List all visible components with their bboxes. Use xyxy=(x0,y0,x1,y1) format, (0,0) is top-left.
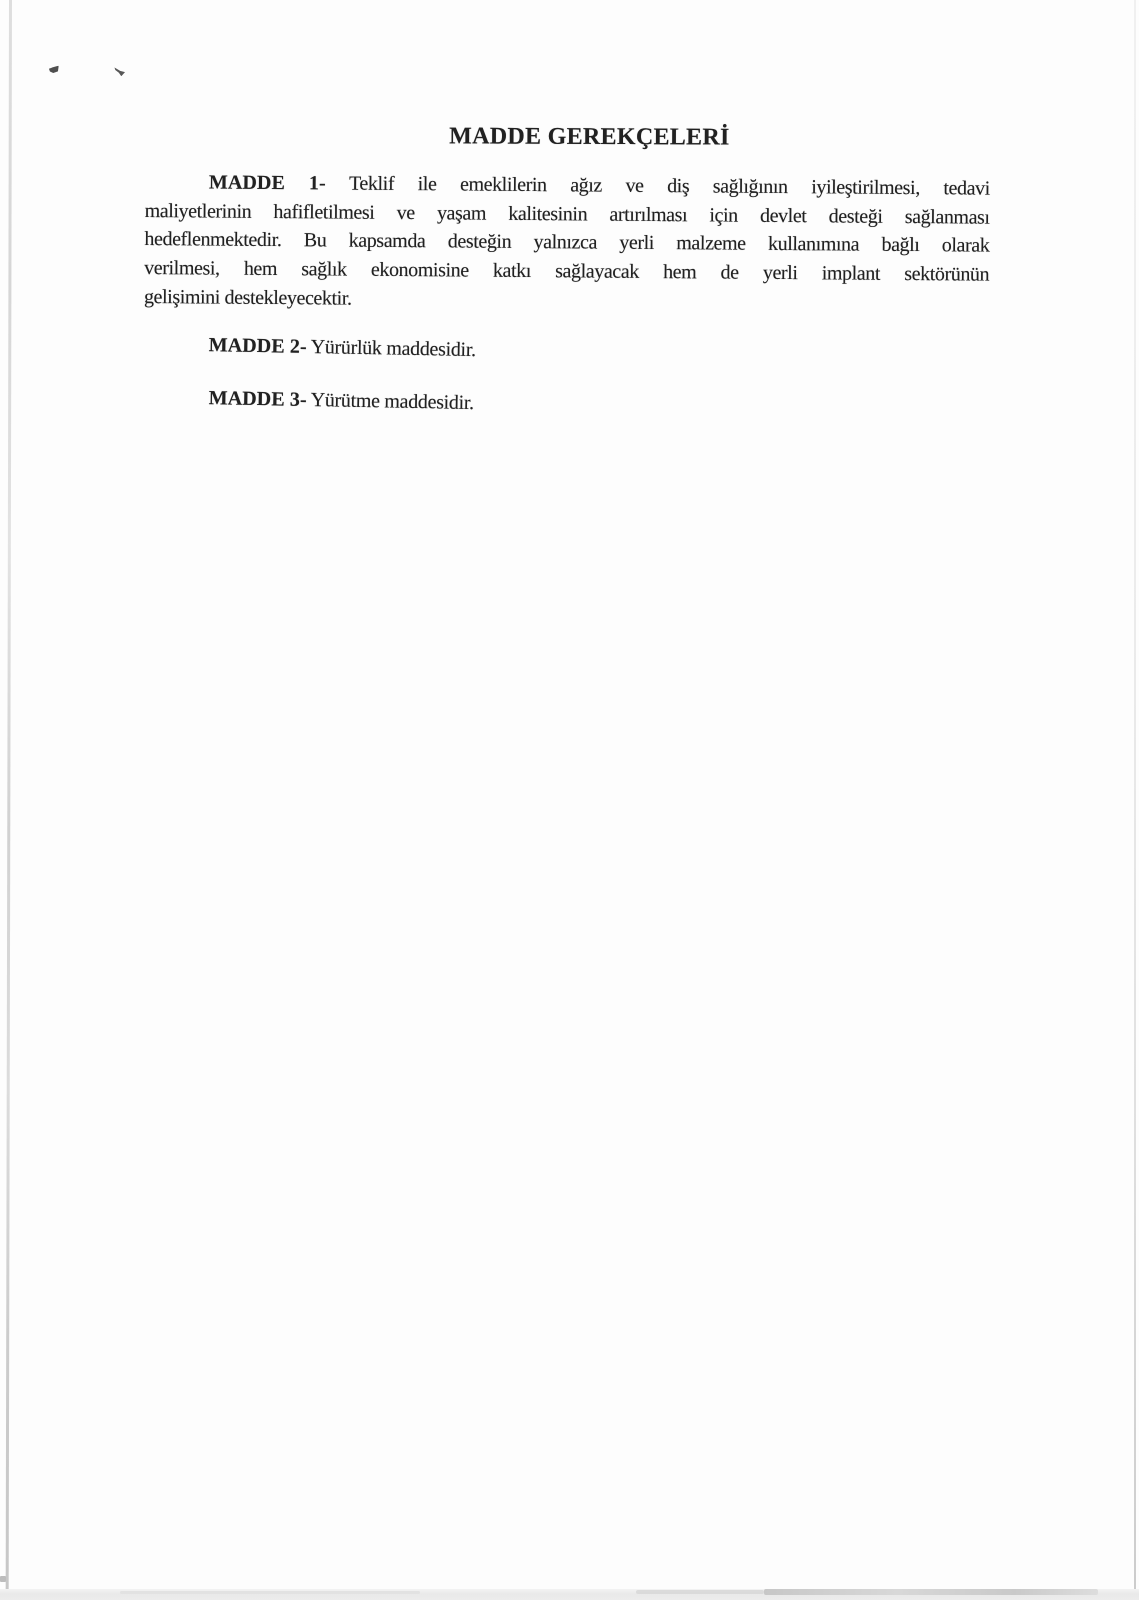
article-1-paragraph xyxy=(144,168,990,318)
scan-left-edge-line xyxy=(6,0,12,1600)
article-3-text: Yürütme maddesidir. xyxy=(310,389,475,415)
scan-right-edge-line xyxy=(1134,0,1136,1600)
ink-speck xyxy=(114,67,126,76)
article-1-line: gelişimini destekleyecektir. xyxy=(143,285,352,310)
article-1-label: MADDE 1- xyxy=(208,171,326,195)
article-2-label: MADDE 2- xyxy=(208,334,307,358)
scan-corner-mark xyxy=(0,1576,6,1582)
scan-bottom-streak xyxy=(764,1589,1098,1595)
article-3-line xyxy=(144,383,474,418)
article-2-text: Yürürlük maddesidir. xyxy=(310,336,476,362)
article-1-line: verilmesi, hem sağlık ekonomisine katkı sağlayacak hem de yerli implant sektörünün xyxy=(144,257,990,286)
article-1-line: hedeflenmektedir. Bu kapsamda desteğin yalnızca yerli malzeme kullanımına bağlı olarak xyxy=(144,228,990,258)
article-3-label: MADDE 3- xyxy=(208,387,307,411)
ink-speck xyxy=(49,66,59,74)
article-2-line xyxy=(144,330,476,365)
scan-bottom-streak xyxy=(636,1590,764,1594)
document-title: MADDE GEREKÇELERİ xyxy=(449,123,730,151)
article-1-line-text: Teklif ile emeklilerin ağız ve diş sağlığının iyileştirilmesi, tedavi xyxy=(348,172,990,200)
scan-bottom-streak xyxy=(120,1591,420,1594)
article-1-line: maliyetlerinin hafifletilmesi ve yaşam kalitesinin artırılması için devlet desteği sağlanması xyxy=(144,199,990,229)
